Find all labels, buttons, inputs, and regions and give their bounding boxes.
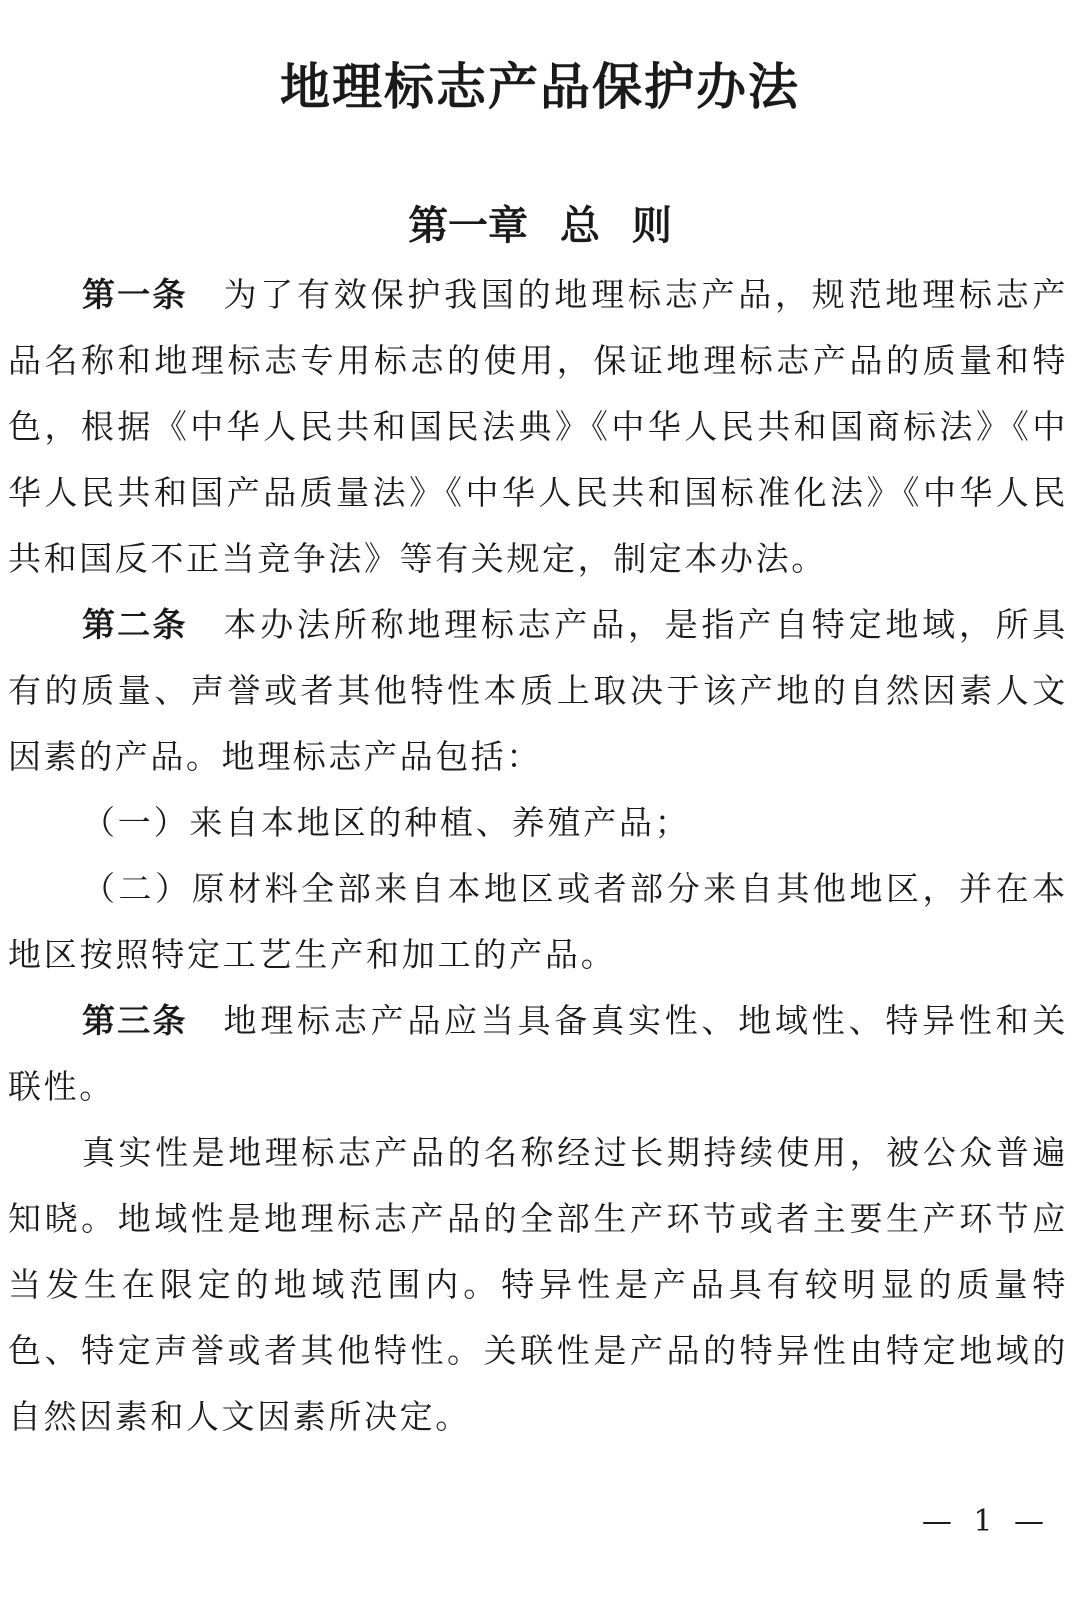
article-2-item-1 (8, 790, 1068, 856)
article-1-paragraph (8, 262, 1068, 592)
article-3-paragraph (8, 988, 1068, 1120)
paragraph-text: 为了有效保护我国的地理标志产品，规范地理标志产品名称和地理标志专用标志的使用，保证地理标志产品的质量和特色，根据《中华人民共和国民法典》《中华人民共和国商标法》《中华人民共和国产品质量法》《中华人民共和国标准化法》《中华人民共和国反不正当竞争法》等有关规定，制定本办法。 (8, 275, 1069, 578)
paragraph-text: 本办法所称地理标志产品，是指产自特定地域，所具有的质量、声誉或者其他特性本质上取决于该产地的自然因素人文因素的产品。地理标志产品包括： (8, 605, 1069, 776)
page-number: — 1 — (921, 1504, 1050, 1539)
chapter-title: 第一章 总 则 (408, 203, 672, 249)
paragraph-text: （二）原材料全部来自本地区或者部分来自其他地区，并在本地区按照特定工艺生产和加工的产品。 (8, 869, 1068, 974)
article-2-paragraph (8, 592, 1068, 790)
article-label: 第三条 (82, 1001, 188, 1040)
paragraph-text: （一）来自本地区的种植、养殖产品； (82, 803, 691, 842)
article-label: 第二条 (82, 605, 188, 644)
document-body (8, 262, 1068, 1450)
article-label: 第一条 (82, 275, 188, 314)
article-3-explanation (8, 1120, 1068, 1450)
paragraph-text: 真实性是地理标志产品的名称经过长期持续使用，被公众普遍知晓。地域性是地理标志产品的全部生产环节或者主要生产环节应当发生在限定的地域范围内。特异性是产品具有较明显的质量特色、特定声誉或者其他特性。关联性是产品的特异性由特定地域的自然因素和人文因素所决定。 (8, 1133, 1068, 1436)
article-2-item-2 (8, 856, 1068, 988)
paragraph-text: 地理标志产品应当具备真实性、地域性、特异性和关联性。 (8, 1001, 1069, 1106)
document-title: 地理标志产品保护办法 (280, 58, 800, 116)
